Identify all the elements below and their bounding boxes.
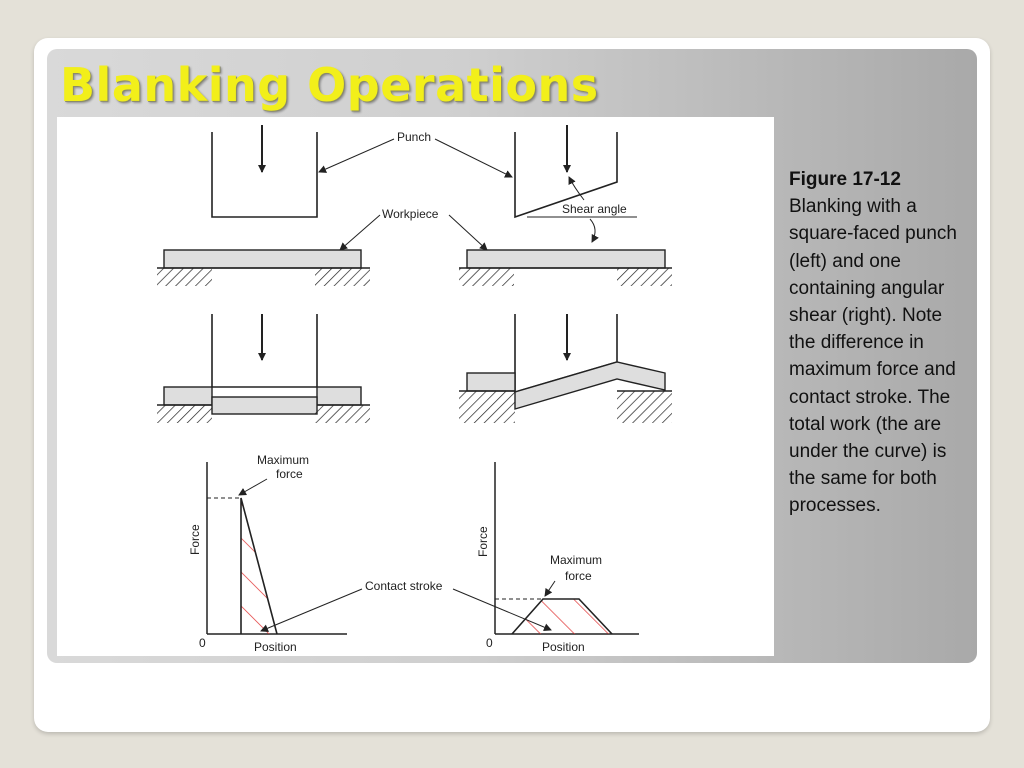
workpiece-strip xyxy=(467,250,665,268)
caption-title: Figure 17-12 xyxy=(789,169,901,190)
die-right xyxy=(617,391,672,423)
die-left xyxy=(157,268,212,286)
position-axis-label: Position xyxy=(254,640,297,654)
middle-right-setup xyxy=(459,314,672,423)
die-right xyxy=(315,268,370,286)
square-punch xyxy=(212,132,317,217)
die-right xyxy=(617,268,672,286)
force-position-graph-left xyxy=(188,453,347,654)
origin-label: 0 xyxy=(199,636,206,650)
top-row-annotations xyxy=(319,130,627,250)
contact-stroke-annotation xyxy=(261,579,551,631)
blanking-figure-svg xyxy=(57,117,774,656)
die-left xyxy=(459,391,515,423)
blank-slug xyxy=(212,397,317,414)
slide-title: Blanking Operations xyxy=(60,58,599,112)
workpiece-strip xyxy=(164,250,361,268)
force-axis-label: Force xyxy=(188,524,202,555)
position-axis-label: Position xyxy=(542,640,585,654)
maximum-force-label-line2: force xyxy=(276,467,303,481)
middle-left-setup xyxy=(157,314,370,423)
origin-label: 0 xyxy=(486,636,493,650)
square-punch xyxy=(212,314,317,387)
die-left xyxy=(157,405,212,423)
workpiece-label: Workpiece xyxy=(382,207,439,221)
force-axis-label: Force xyxy=(476,526,490,557)
die-left xyxy=(459,268,514,286)
maximum-force-label-line2: force xyxy=(565,569,592,583)
force-position-graph-right xyxy=(476,462,639,654)
blanking-figure xyxy=(57,117,774,656)
figure-caption xyxy=(789,166,961,520)
maximum-force-label-line1: Maximum xyxy=(550,553,603,567)
top-left-setup xyxy=(157,125,370,286)
caption-body: Blanking with a square-faced punch (left) and one containing angular shear (right). Note the difference in maximum force and contact stroke. The total work (the are under the curve) is the same for both processes. xyxy=(789,196,957,517)
shear-angle-label: Shear angle xyxy=(562,202,627,216)
die-right xyxy=(315,405,370,423)
contact-stroke-label: Contact stroke xyxy=(365,579,443,593)
maximum-force-label-line1: Maximum xyxy=(257,453,310,467)
punch-label: Punch xyxy=(397,130,432,144)
